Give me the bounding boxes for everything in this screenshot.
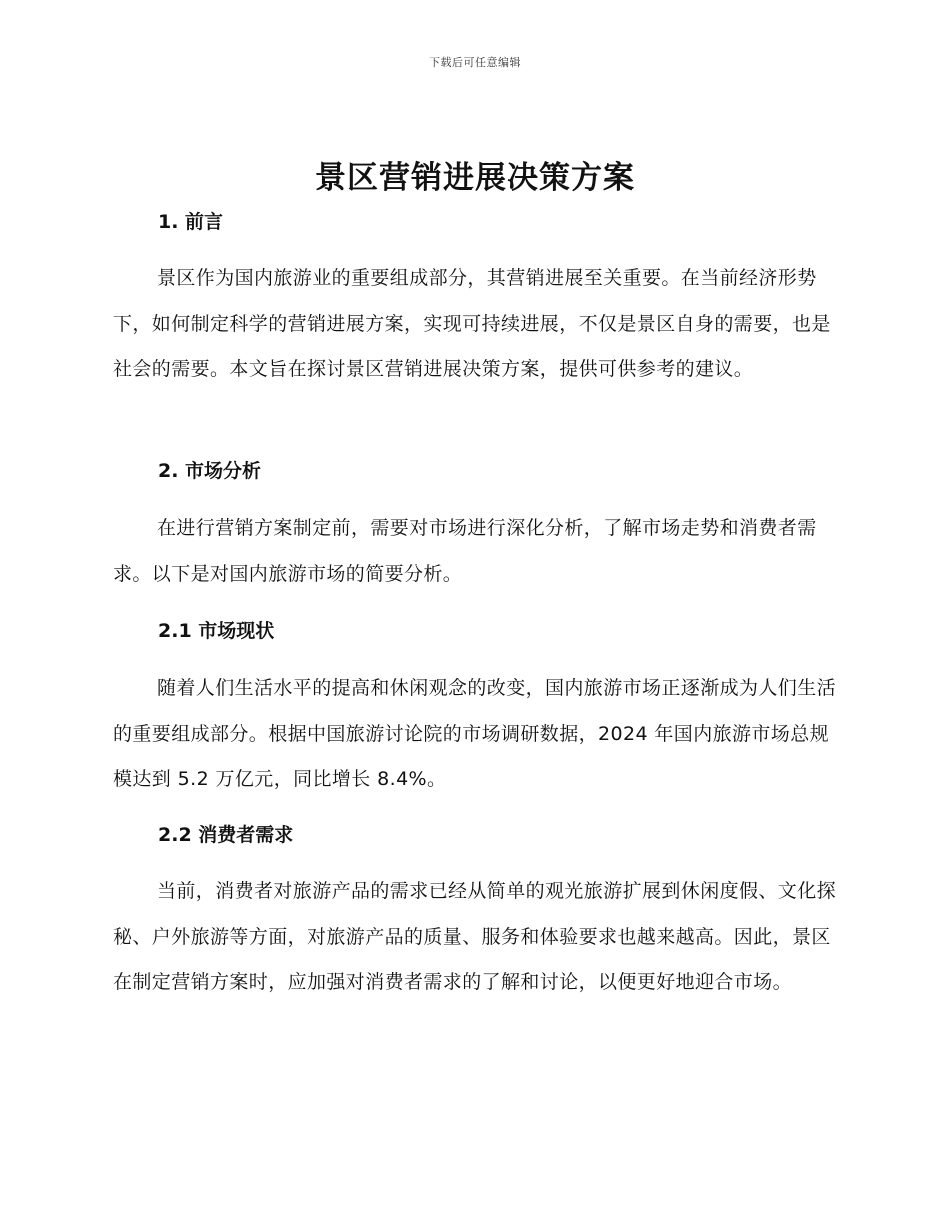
document-title: 景区营销进展决策方案: [315, 160, 635, 196]
section-paragraph-market-status: 随着人们生活水平的提高和休闲观念的改变，国内旅游市场正逐渐成为人们生活的重要组成部分。根据中国旅游讨论院的市场调研数据，2024 年国内旅游市场总规模达到 5.2 万亿元，同比增长 8.4%。: [113, 677, 837, 790]
section-paragraph-consumer-demand: 当前，消费者对旅游产品的需求已经从简单的观光旅游扩展到休闲度假、文化探秘、户外旅游等方面，对旅游产品的质量、服务和体验要求也越来越高。因此，景区在制定营销方案时，应加强对消费者需求的了解和讨论，以便更好地迎合市场。: [113, 880, 837, 993]
section-heading-market-status: 2.1 市场现状: [158, 620, 275, 642]
section-heading-market-analysis: 2. 市场分析: [158, 460, 262, 482]
section-paragraph-preface: 景区作为国内旅游业的重要组成部分，其营销进展至关重要。在当前经济形势下，如何制定科学的营销进展方案，实现可持续进展，不仅是景区自身的需要，也是社会的需要。本文旨在探讨景区营销进展决策方案，提供可供参考的建议。: [113, 267, 831, 380]
header-note: 下载后可任意编辑: [429, 56, 521, 69]
section-heading-consumer-demand: 2.2 消费者需求: [158, 824, 294, 846]
section-paragraph-market-analysis: 在进行营销方案制定前，需要对市场进行深化分析，了解市场走势和消费者需求。以下是对国内旅游市场的简要分析。: [113, 517, 817, 585]
section-heading-preface: 1. 前言: [158, 211, 224, 233]
